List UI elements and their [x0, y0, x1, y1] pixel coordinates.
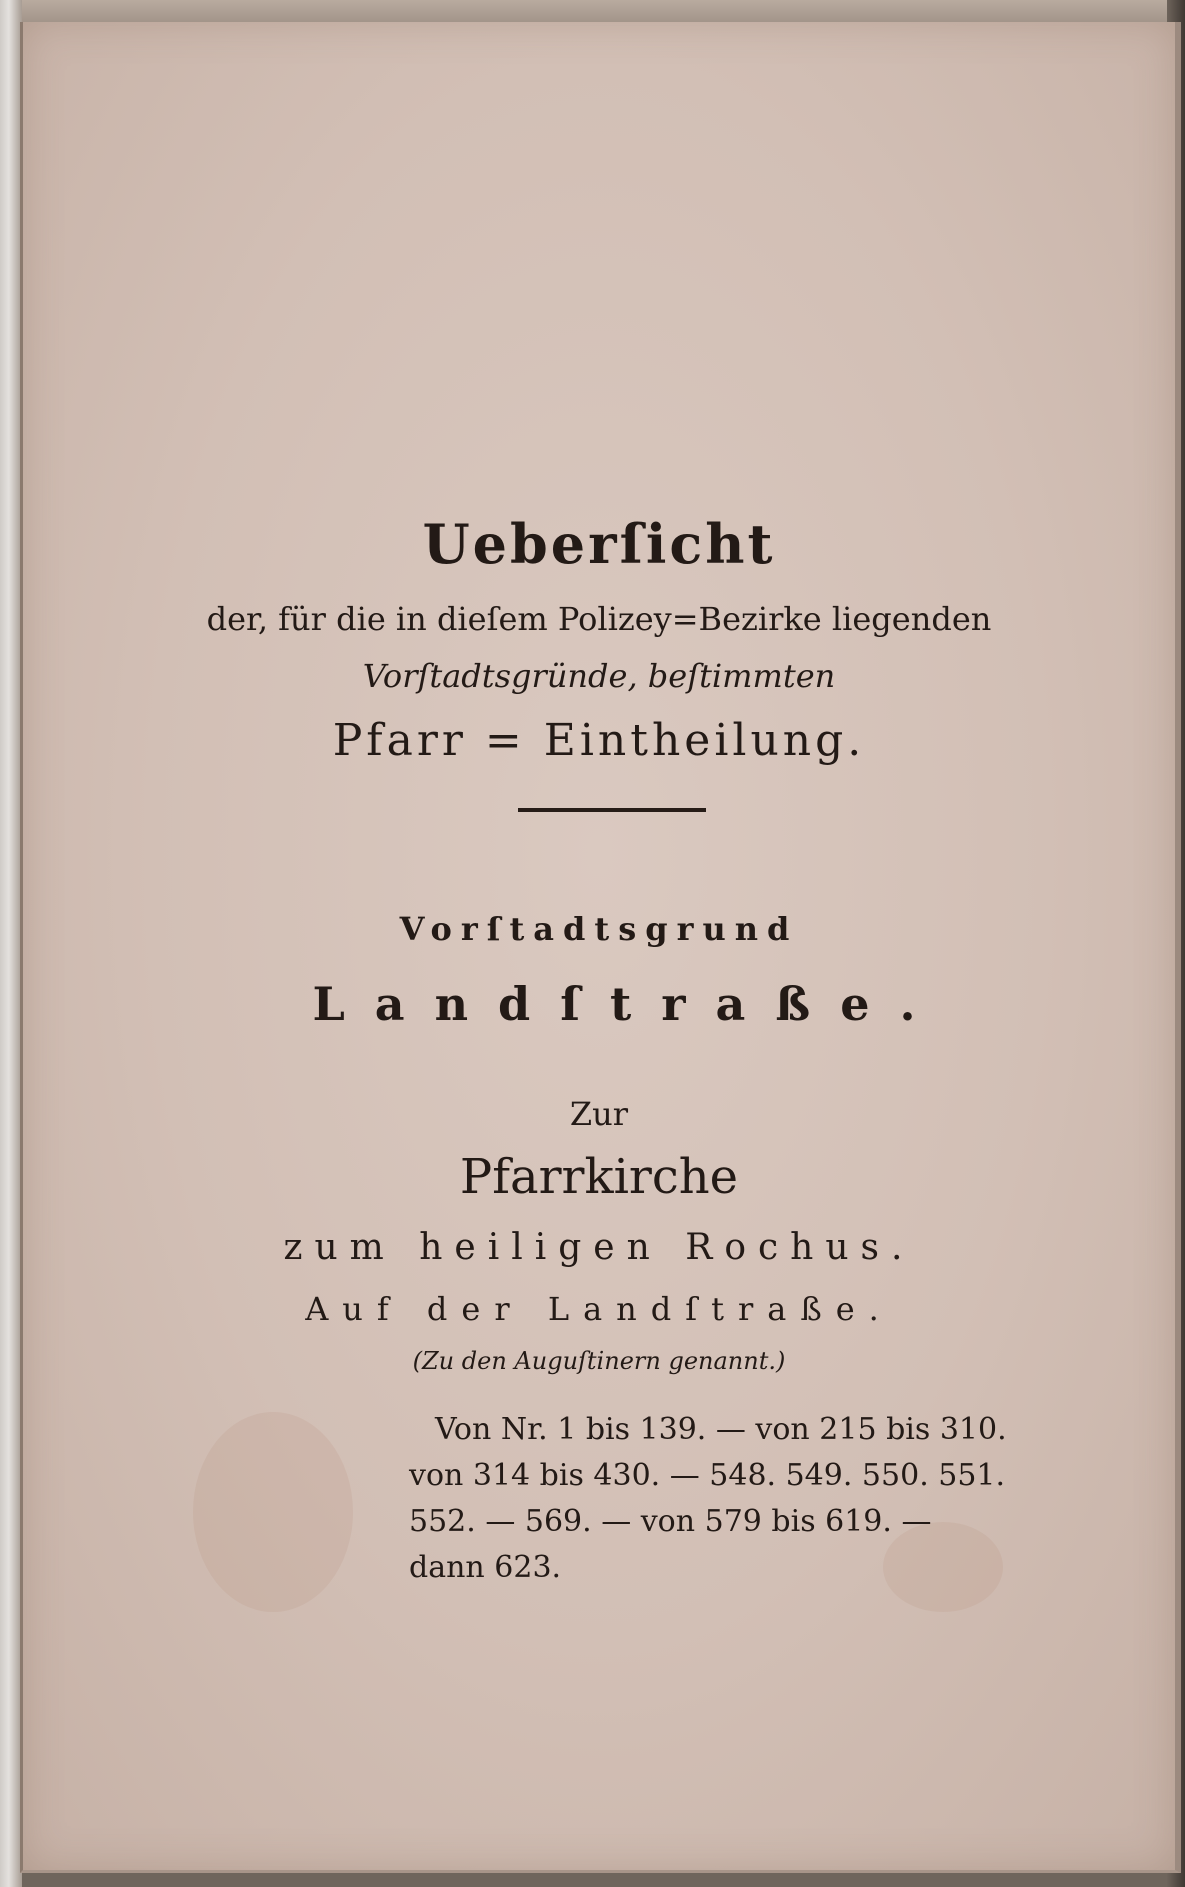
- church-intro: Zur: [569, 1095, 629, 1133]
- page-title: Ueberſicht: [422, 512, 776, 576]
- church-location: Auf der Landſtraße.: [305, 1290, 893, 1328]
- church-heading: Pfarrkirche: [459, 1149, 739, 1205]
- paper-stain: [193, 1412, 353, 1612]
- subtitle-line-1: der, für die in dieſem Polizey=Bezirke liegenden: [206, 600, 992, 638]
- ward-name: Landſtraße.: [312, 977, 946, 1031]
- church-dedication: zum heiligen Rochus.: [283, 1227, 915, 1268]
- book-binding-left: [0, 0, 22, 1887]
- church-note: (Zu den Auguſtinern genannt.): [412, 1347, 786, 1375]
- ward-label: Vorſtadtsgrund: [399, 910, 799, 948]
- address-line: 552. — 569. — von 579 bis 619. —: [409, 1504, 932, 1539]
- subtitle-line-2: Vorſtadtsgründe, beſtimmten: [362, 657, 836, 695]
- address-list: [409, 1407, 1049, 1591]
- subtitle-line-3: Pfarr = Eintheilung.: [332, 715, 866, 766]
- book-page: [20, 22, 1181, 1873]
- address-line: dann 623.: [409, 1550, 562, 1585]
- divider-rule: [518, 808, 706, 812]
- address-line: Von Nr. 1 bis 139. — von 215 bis 310.: [435, 1412, 1007, 1447]
- address-line: von 314 bis 430. — 548. 549. 550. 551.: [409, 1458, 1006, 1493]
